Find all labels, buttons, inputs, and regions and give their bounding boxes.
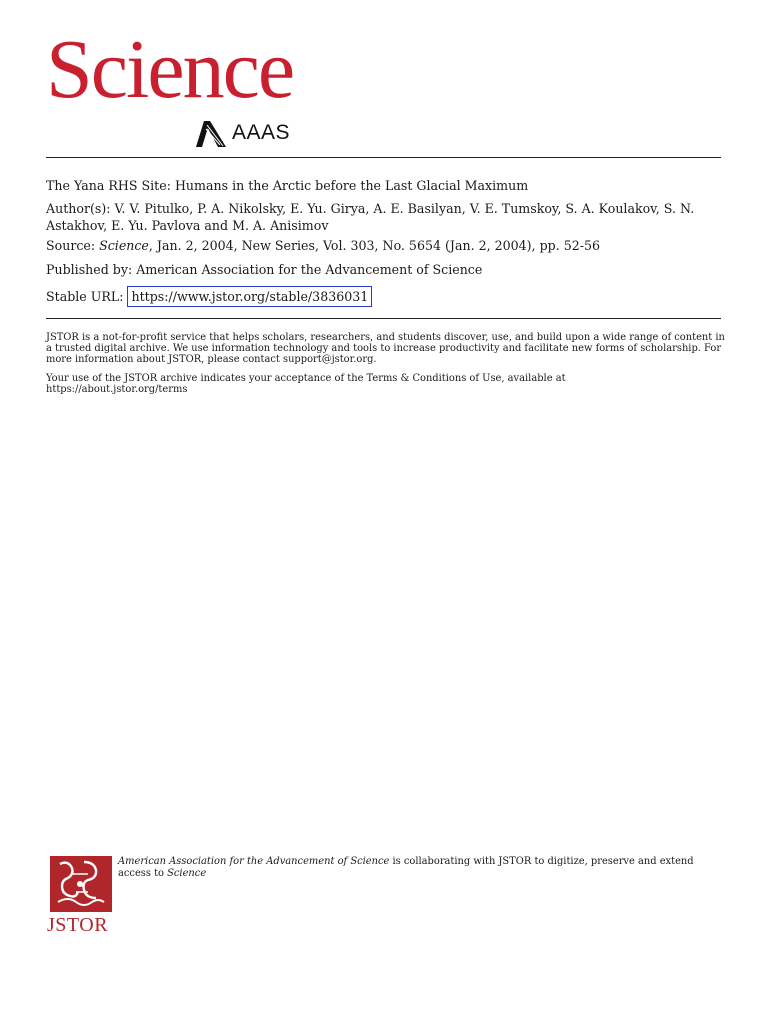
science-logo: Science — [46, 23, 294, 116]
jstor-about-notice: JSTOR is a not-for-profit service that helps scholars, researchers, and students discover, use, and build upon a wide range of content in a trusted digital archive. We use information technology and tools to increase productivity and facilitate new forms of scholarship. For more information about JSTOR, please contact support@jstor.org. — [46, 332, 725, 365]
source-journal: Science — [99, 238, 149, 253]
jstor-logo-text: JSTOR — [47, 914, 109, 936]
source-details: , Jan. 2, 2004, New Series, Vol. 303, No. 5654 (Jan. 2, 2004), pp. 52-56 — [148, 238, 601, 253]
collab-org: American Association for the Advancement of Science — [118, 856, 390, 867]
published-label: Published by: — [46, 262, 133, 277]
authors-list: V. V. Pitulko, P. A. Nikolsky, E. Yu. Girya, A. E. Basilyan, V. E. Tumskoy, S. A. Koulakov, S. N. Astakhov, E. Yu. Pavlova and M. A. Anisimov — [46, 201, 695, 233]
article-source — [46, 237, 722, 254]
collab-journal: Science — [167, 868, 207, 879]
aaas-logo-text: AAAS — [232, 121, 291, 144]
publisher-name: American Association for the Advancement of Science — [136, 262, 483, 277]
article-stable-url — [46, 286, 722, 307]
terms-notice: Your use of the JSTOR archive indicates your acceptance of the Terms & Conditions of Use, available at https://about.jstor.org/terms — [46, 373, 566, 395]
stable-url-link[interactable]: https://www.jstor.org/stable/3836031 — [127, 286, 372, 307]
article-publisher — [46, 261, 722, 278]
aaas-logo — [196, 118, 290, 148]
source-label: Source: — [46, 238, 96, 253]
stable-url-label: Stable URL: — [46, 289, 124, 304]
collab-text: is collaborating with JSTOR to digitize, preserve and extend access to — [118, 856, 694, 879]
aaas-emblem-icon — [196, 119, 230, 147]
article-title: The Yana RHS Site: Humans in the Arctic before the Last Glacial Maximum — [46, 178, 529, 193]
top-divider — [46, 157, 721, 158]
article-authors — [46, 200, 722, 234]
jstor-emblem-icon — [50, 856, 112, 912]
collaboration-notice — [118, 856, 718, 880]
bottom-divider — [46, 318, 721, 319]
authors-label: Author(s): — [46, 201, 111, 216]
